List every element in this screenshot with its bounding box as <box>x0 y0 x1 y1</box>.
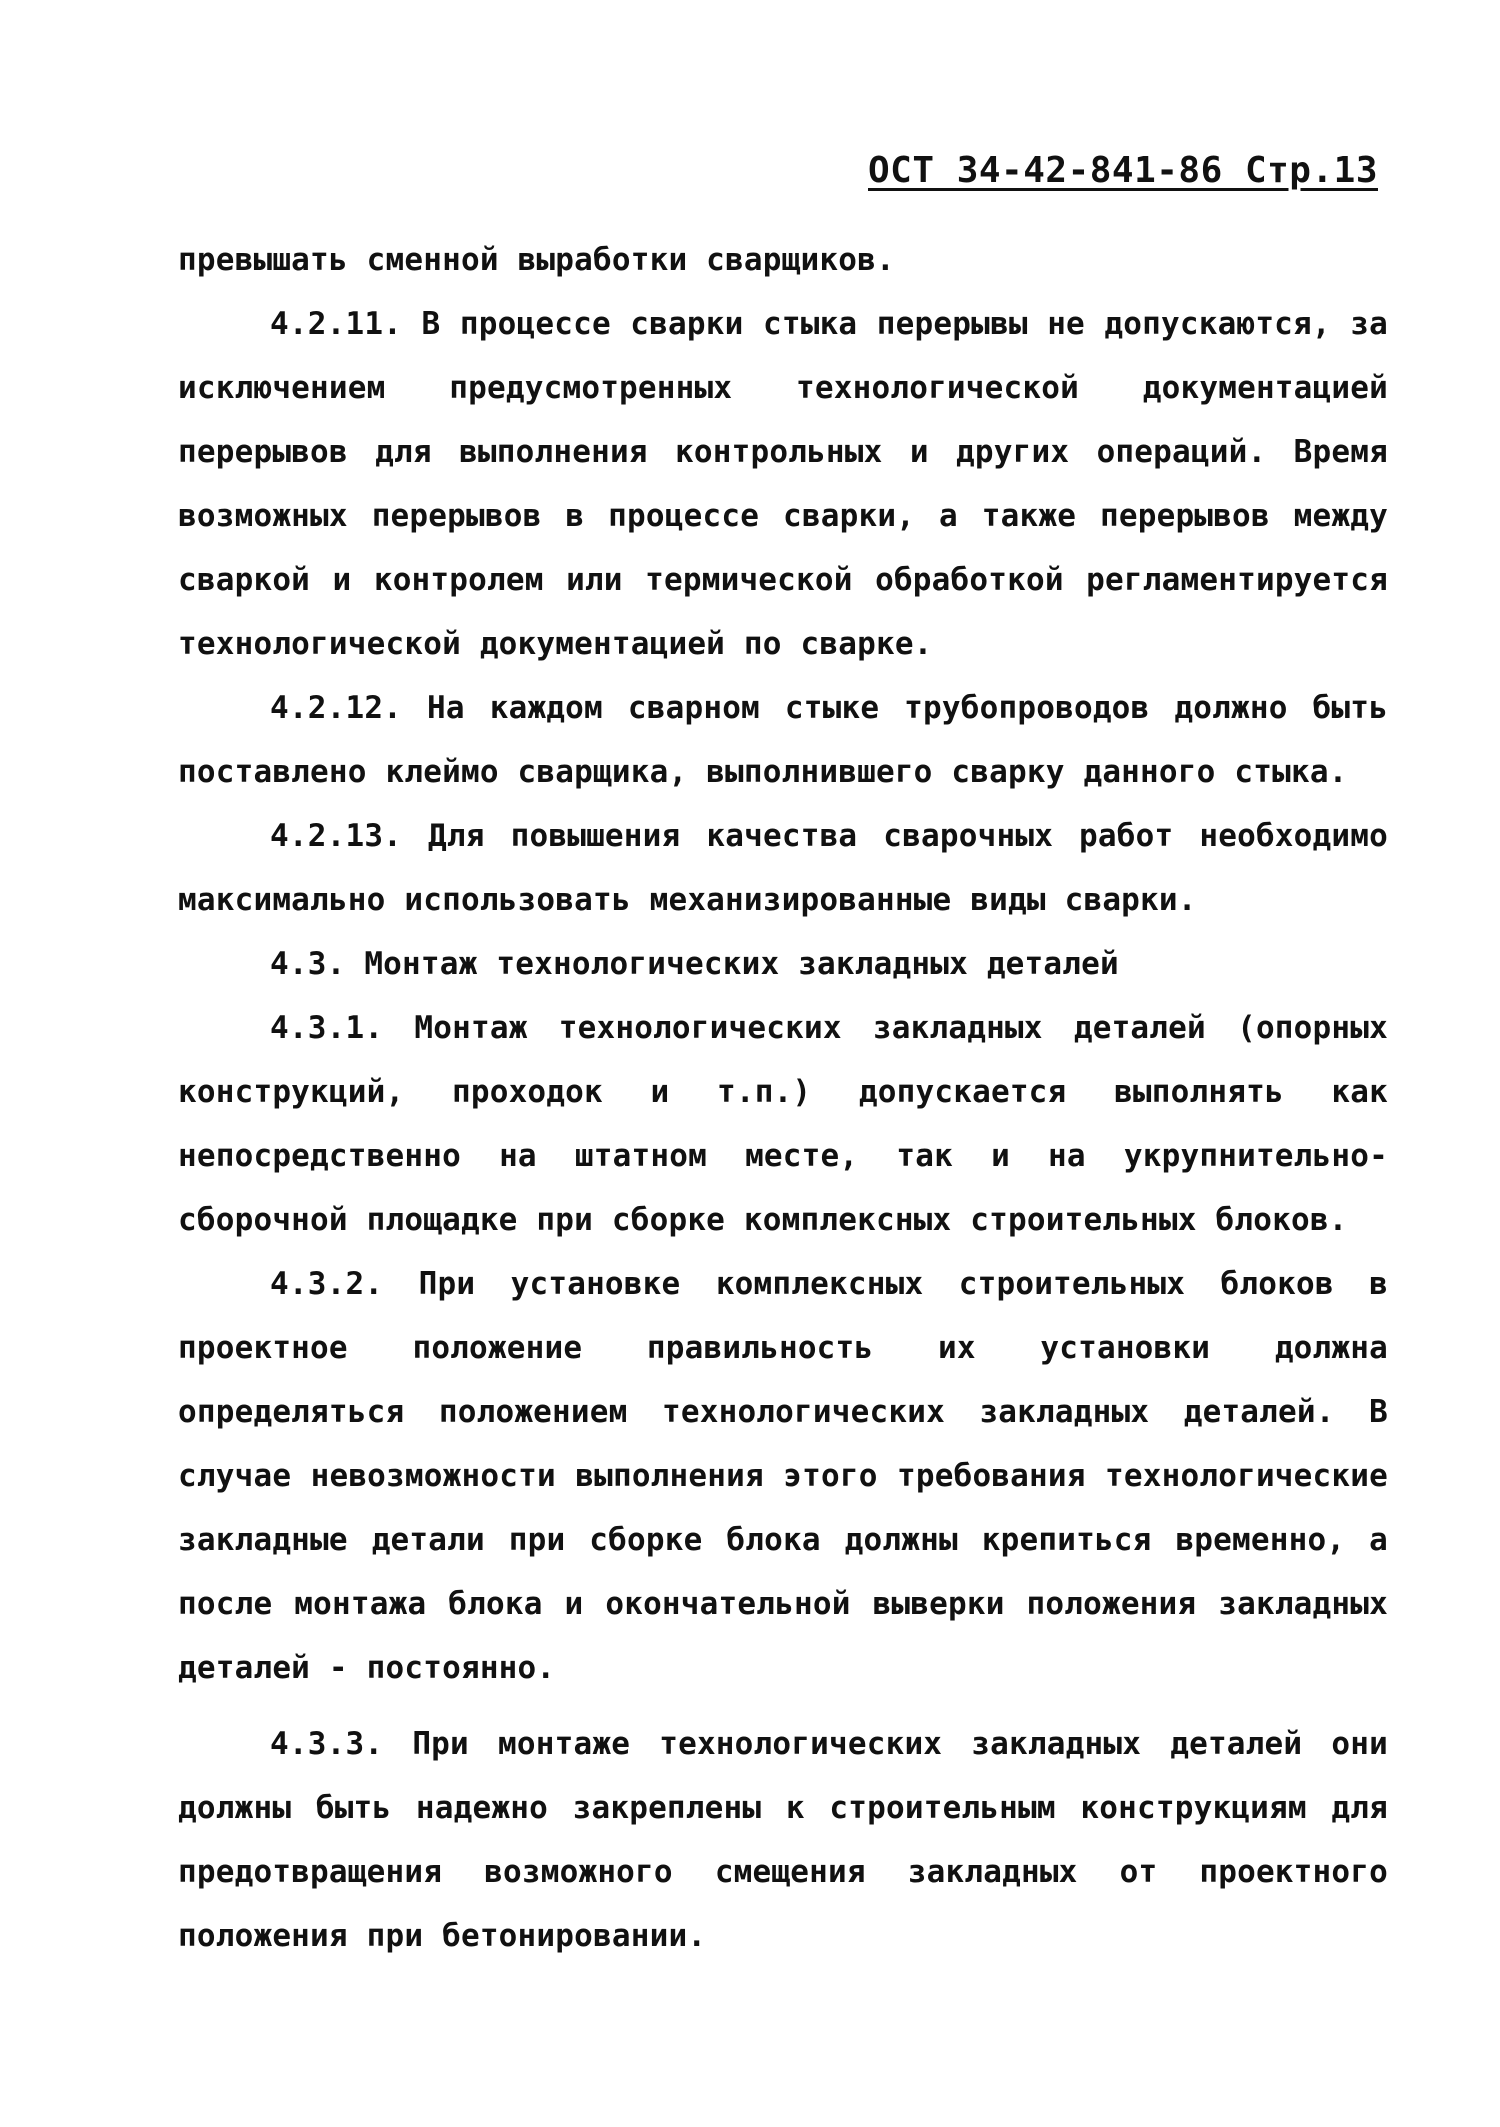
paragraph-continuation: превышать сменной выработки сварщиков. <box>178 242 895 278</box>
document-body <box>178 228 1388 1968</box>
paragraph-4-2-11: 4.2.11. В процессе сварки стыка перерывы не допускаются, за исключением предусмотренных технологической документацией перерывов для выполнения контрольных и других операций. Время возможных перерывов в процессе сварки, а также перерывов между сваркой и контролем или термической обработкой регламентируется технологической документацией по сварке. <box>178 306 1388 662</box>
paragraph-4-3-3: 4.3.3. При монтаже технологических закладных деталей они должны быть надежно закреплены к строительным конструкциям для предотвращения возможного смещения закладных от проектного положения при бетонировании. <box>178 1726 1388 1954</box>
paragraph-4-2-12: 4.2.12. На каждом сварном стыке трубопроводов должно быть поставлено клеймо сварщика, выполнившего сварку данного стыка. <box>178 690 1388 790</box>
standard-page-header: ОСТ 34-42-841-86 Стр.13 <box>868 150 1378 191</box>
paragraph-4-3-2: 4.3.2. При установке комплексных строительных блоков в проектное положение правильность их установки должна определяться положением технологических закладных деталей. В случае невозможности выполнения этого требования технологические закладные детали при сборке блока должны крепиться временно, а после монтажа блока и окончательной выверки положения закладных деталей - постоянно. <box>178 1266 1388 1686</box>
paragraph-4-3-1: 4.3.1. Монтаж технологических закладных деталей (опорных конструкций, проходок и т.п.) допускается выполнять как непосредственно на штатном месте, так и на укрупнительно-сборочной площадке при сборке комплексных строительных блоков. <box>178 1010 1388 1238</box>
section-heading-4-3: 4.3. Монтаж технологических закладных деталей <box>270 946 1119 982</box>
paragraph-4-2-13: 4.2.13. Для повышения качества сварочных работ необходимо максимально использовать механизированные виды сварки. <box>178 818 1388 918</box>
